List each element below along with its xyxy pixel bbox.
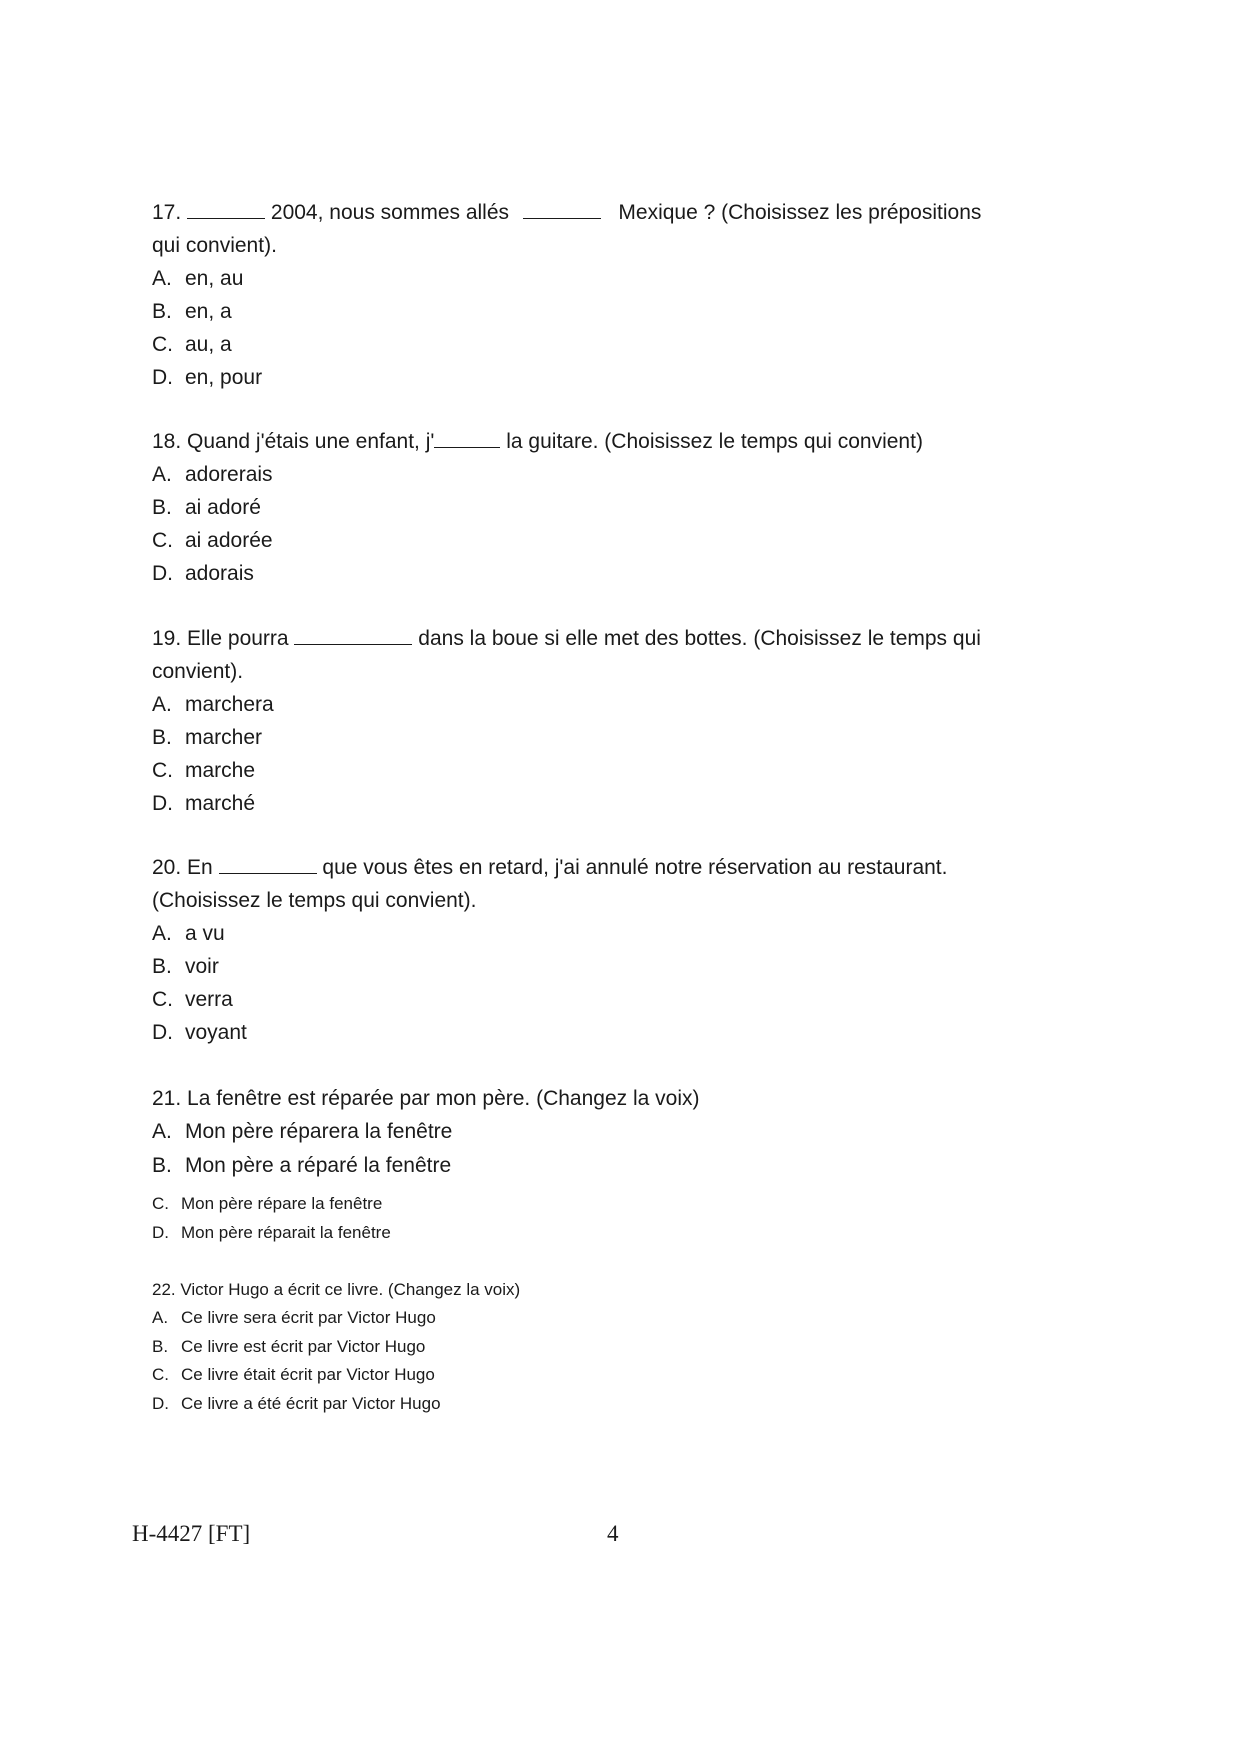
question-22-stem (152, 1275, 1012, 1304)
question-20-stem (152, 851, 1012, 917)
answer-blank (523, 200, 601, 219)
option-letter: D. (152, 792, 173, 815)
option-text: en, pour (185, 366, 263, 389)
option-22b (152, 1333, 1012, 1362)
question-18-stem (152, 425, 1012, 458)
option-19c (152, 754, 1012, 787)
option-letter: C. (152, 1194, 169, 1213)
answer-blank (294, 626, 412, 645)
question-20 (152, 851, 1012, 1049)
option-21a (152, 1115, 1012, 1149)
question-text: Mexique ? (Choisissez les prépositions (618, 201, 982, 224)
option-letter: D. (152, 366, 173, 389)
option-text: marché (185, 792, 256, 815)
question-number: 21. (152, 1087, 182, 1110)
option-letter: B. (152, 726, 172, 749)
question-text: convient). (152, 660, 244, 683)
question-21-stem (152, 1082, 1012, 1115)
answer-blank (187, 200, 265, 219)
option-letter: A. (152, 1308, 169, 1327)
question-number: 19. (152, 627, 182, 650)
option-text: verra (185, 988, 233, 1011)
option-letter: B. (152, 1336, 169, 1356)
option-text: marchera (185, 693, 274, 716)
option-20c (152, 983, 1012, 1016)
question-number: 17. (152, 201, 182, 224)
option-17a (152, 262, 1012, 295)
option-letter: C. (152, 333, 173, 356)
option-22d (152, 1390, 1012, 1419)
option-letter: D. (152, 562, 173, 585)
option-22a (152, 1304, 1012, 1333)
page-number: 4 (607, 1521, 619, 1546)
option-letter: C. (152, 759, 173, 782)
option-19b (152, 721, 1012, 754)
option-19d (152, 787, 1012, 820)
option-18c (152, 524, 1012, 557)
option-21c (152, 1189, 1012, 1218)
option-19a (152, 688, 1012, 721)
option-text: a vu (185, 922, 225, 945)
option-text: Ce livre a été écrit par Victor Hugo (181, 1393, 441, 1413)
question-17 (152, 196, 1012, 394)
option-letter: B. (152, 496, 172, 519)
option-letter: A. (152, 267, 172, 290)
paper-code: H-4427 [FT] (132, 1521, 251, 1546)
option-20a (152, 917, 1012, 950)
option-text: Ce livre était écrit par Victor Hugo (181, 1365, 435, 1384)
option-17d (152, 361, 1012, 394)
question-text: Victor Hugo a écrit ce livre. (Changez la voix) (180, 1280, 521, 1299)
option-18b (152, 491, 1012, 524)
option-text: Mon père répare la fenêtre (181, 1194, 383, 1213)
option-letter: C. (152, 529, 173, 552)
question-text: qui convient). (152, 234, 277, 257)
option-17c (152, 328, 1012, 361)
option-letter: A. (152, 922, 172, 945)
question-number: 20. (152, 856, 182, 879)
option-letter: A. (152, 463, 172, 486)
option-text: en, au (185, 267, 244, 290)
option-text: Mon père réparera la fenêtre (185, 1120, 453, 1143)
answer-blank (219, 855, 317, 874)
option-text: voir (185, 955, 219, 978)
question-text: En (187, 856, 213, 879)
option-text: au, a (185, 333, 232, 356)
option-text: Mon père réparait la fenêtre (181, 1223, 391, 1242)
question-number: 22. (152, 1280, 176, 1299)
question-text: 2004, nous sommes allés (270, 201, 510, 224)
question-number: 18. (152, 430, 182, 453)
option-letter: D. (152, 1021, 173, 1044)
option-21b (152, 1149, 1012, 1183)
question-18 (152, 425, 1012, 590)
option-text: en, a (185, 300, 232, 323)
option-18d (152, 557, 1012, 590)
question-19-stem (152, 622, 1012, 688)
option-letter: B. (152, 1154, 172, 1177)
option-letter: D. (152, 1223, 169, 1242)
option-text: adorerais (185, 463, 273, 486)
option-letter: A. (152, 693, 172, 716)
question-text: Elle pourra (187, 627, 289, 650)
option-text: Ce livre est écrit par Victor Hugo (181, 1336, 426, 1356)
option-17b (152, 295, 1012, 328)
option-text: marche (185, 759, 256, 782)
option-text: ai adorée (185, 529, 273, 552)
option-letter: C. (152, 1365, 169, 1384)
question-19 (152, 622, 1012, 820)
option-letter: B. (152, 300, 172, 323)
option-letter: A. (152, 1120, 172, 1143)
option-20b (152, 950, 1012, 983)
option-text: Ce livre sera écrit par Victor Hugo (181, 1308, 436, 1327)
answer-blank (434, 429, 500, 448)
option-letter: C. (152, 988, 173, 1011)
option-18a (152, 458, 1012, 491)
question-text: (Choisissez le temps qui convient). (152, 889, 477, 912)
option-22c (152, 1361, 1012, 1390)
question-text: Quand j'étais une enfant, j' (187, 430, 435, 453)
option-text: Mon père a réparé la fenêtre (185, 1154, 452, 1177)
option-text: voyant (185, 1021, 247, 1044)
option-letter: D. (152, 1393, 169, 1413)
option-text: adorais (185, 562, 254, 585)
option-text: marcher (185, 726, 263, 749)
question-21 (152, 1082, 1012, 1247)
question-text: que vous êtes en retard, j'ai annulé notre réservation au restaurant. (322, 856, 948, 879)
question-22 (152, 1275, 1012, 1418)
question-17-stem (152, 196, 1012, 262)
option-text: ai adoré (185, 496, 261, 519)
question-text: dans la boue si elle met des bottes. (Choisissez le temps qui (418, 627, 981, 650)
question-text: la guitare. (Choisissez le temps qui convient) (506, 430, 923, 453)
option-letter: B. (152, 955, 172, 978)
option-21d (152, 1218, 1012, 1247)
question-text: La fenêtre est réparée par mon père. (Changez la voix) (187, 1087, 700, 1110)
option-20d (152, 1016, 1012, 1049)
